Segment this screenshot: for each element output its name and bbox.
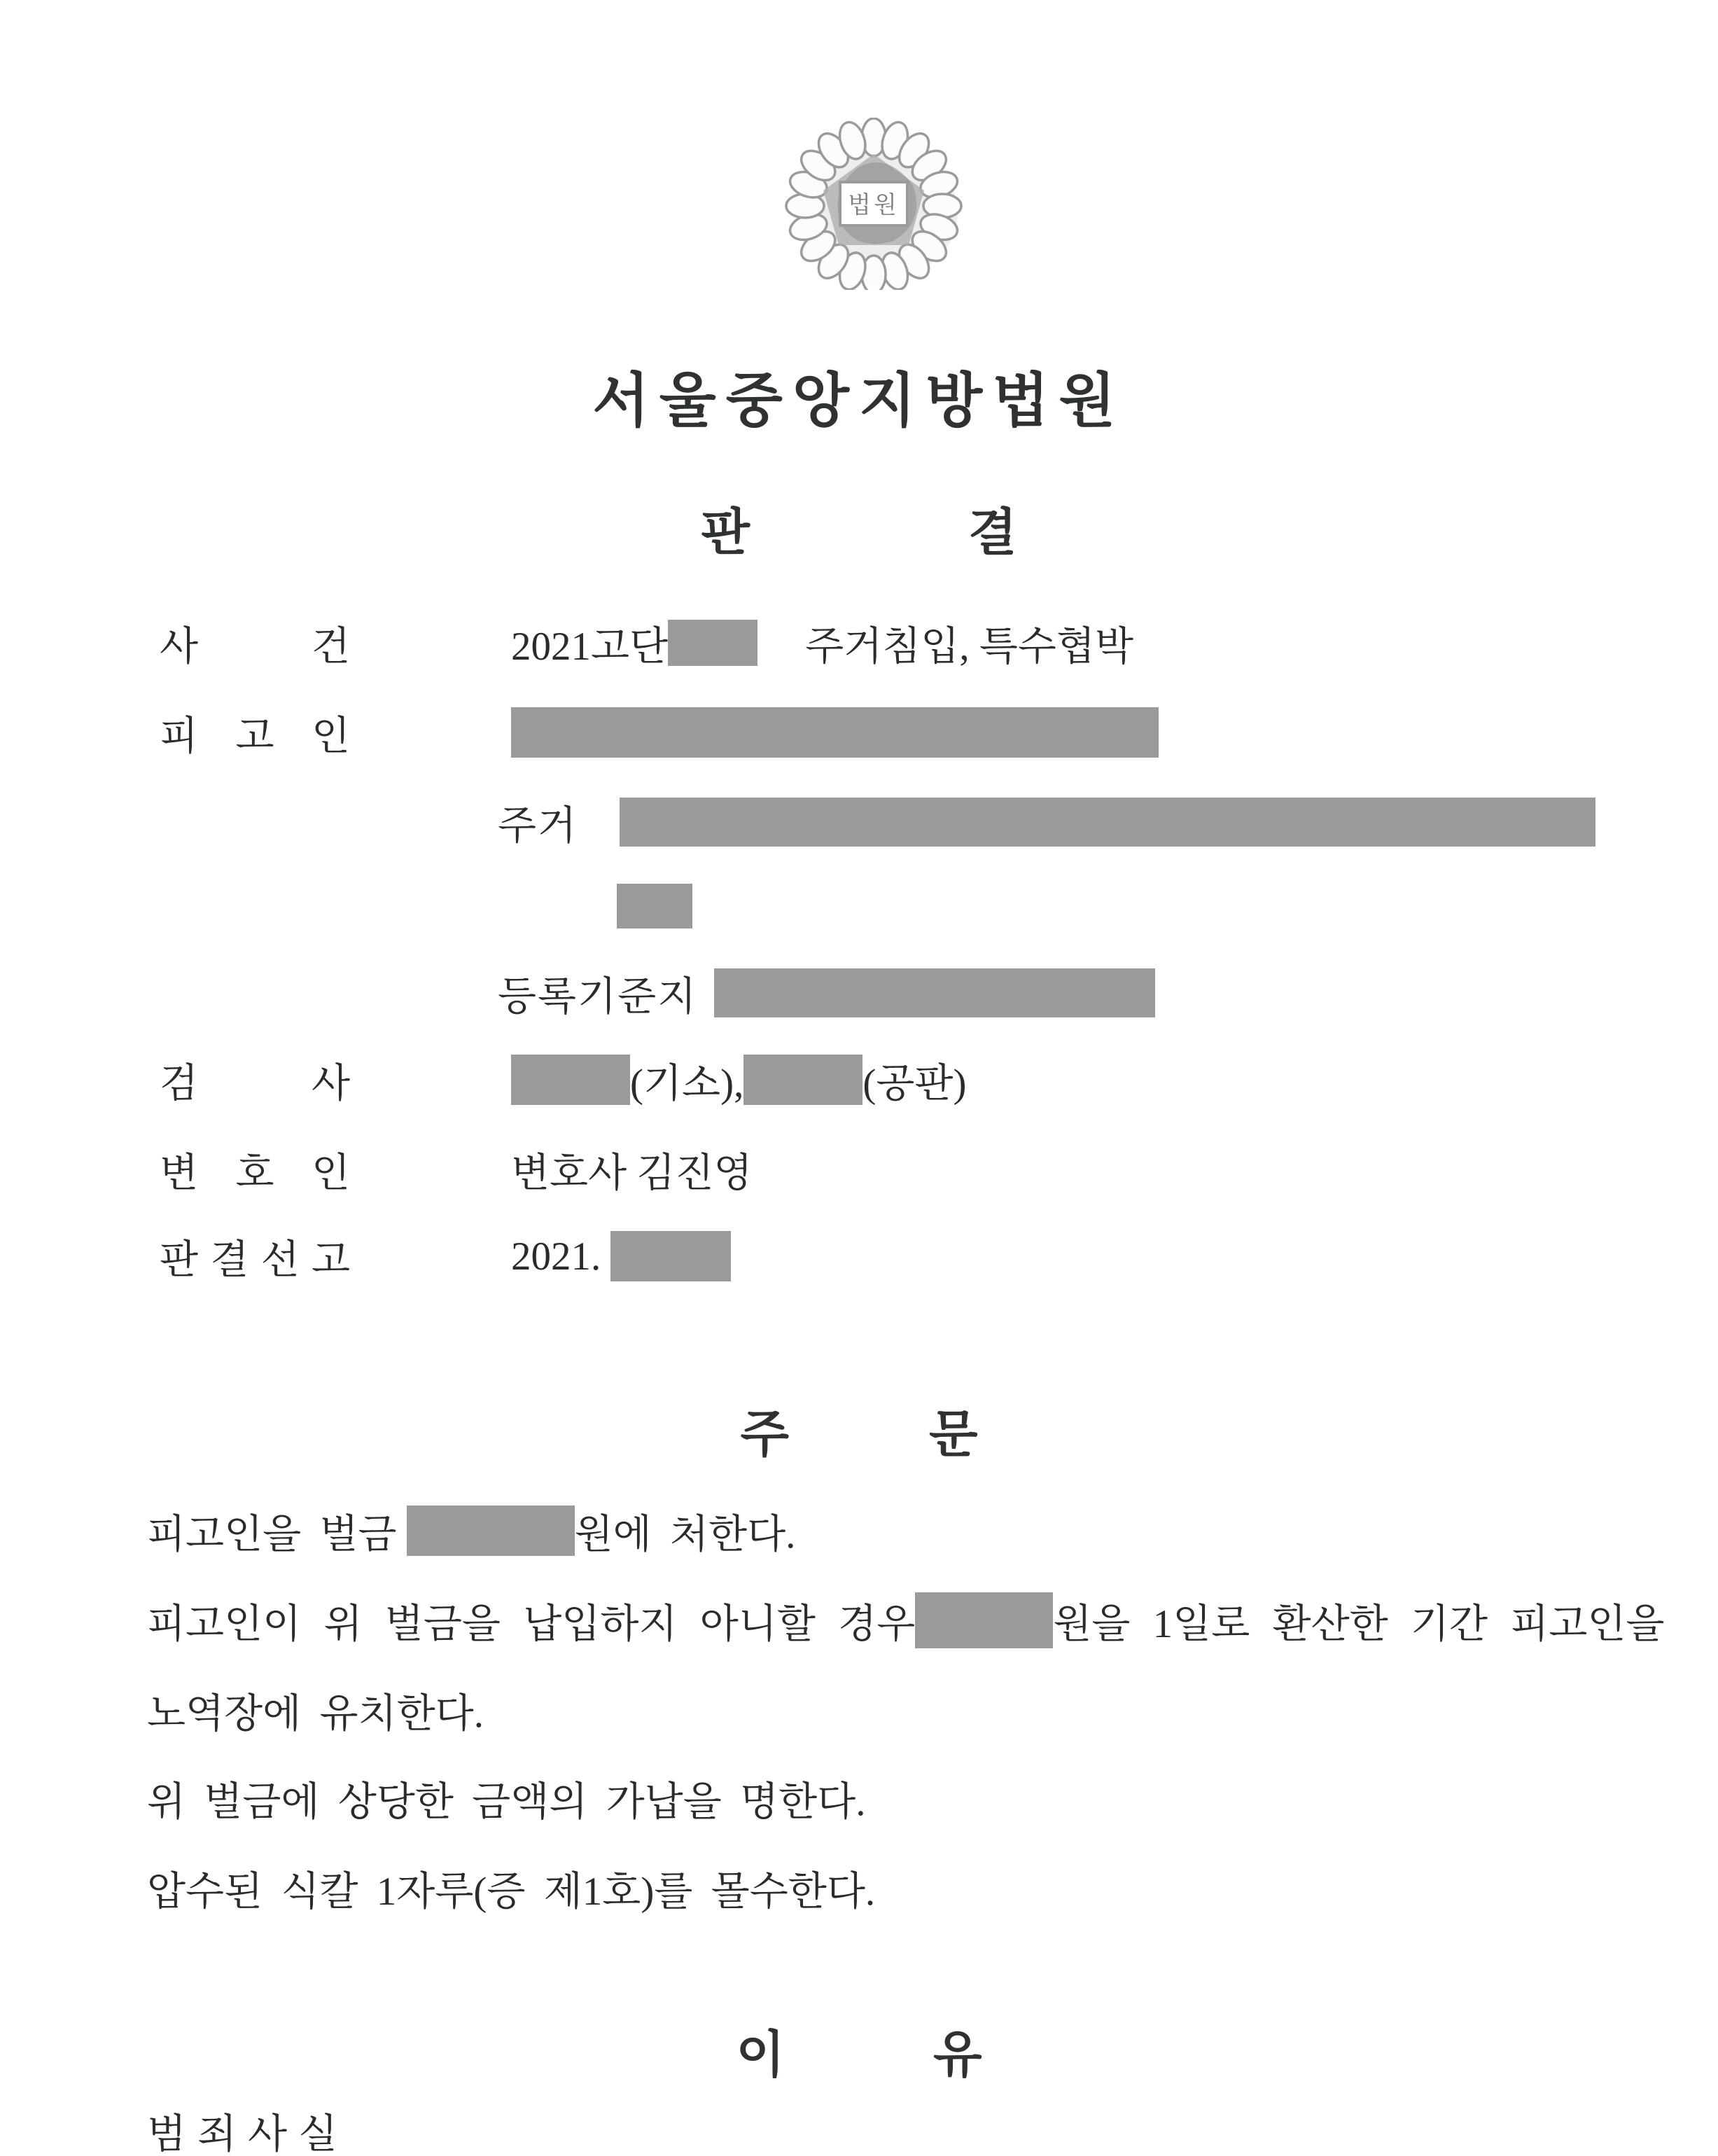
sentencing-value bbox=[511, 1231, 731, 1281]
court-name-title: 서울중앙지방법원 bbox=[592, 369, 1126, 434]
disposition-line-provisional-payment: 위 벌금에 상당한 금액의 가납을 명한다. bbox=[147, 1780, 866, 1824]
seal-center-text: 법원 bbox=[848, 193, 900, 218]
redacted-prosecutor-indictment bbox=[511, 1055, 630, 1105]
address-label: 주거 bbox=[498, 804, 578, 848]
redacted-prosecutor-trial bbox=[743, 1055, 863, 1105]
registered-address-label: 등록기준지 bbox=[498, 975, 698, 1019]
criminal-facts-subheading: 범죄사실 bbox=[147, 2111, 349, 2156]
row-defendant bbox=[0, 700, 1718, 765]
case-charges: 주거침입, 특수협박 bbox=[805, 625, 1134, 669]
defense-counsel-label: 변 호 인 bbox=[160, 1151, 350, 1195]
prosecutor-label: 검 사 bbox=[160, 1062, 350, 1106]
row-registered-address bbox=[0, 961, 1718, 1025]
sentencing-label: 판 결 선 고 bbox=[160, 1238, 350, 1282]
redacted-defendant-name bbox=[511, 707, 1159, 758]
doc-title-char: 결 bbox=[968, 505, 1017, 561]
reasoning-heading: 이 유 bbox=[736, 2027, 982, 2083]
redacted-sentencing-date bbox=[610, 1231, 731, 1281]
disposition-line-labor: 피고인이 위 벌금을 납입하지 아니할 경우 원을 1일로 환산한 기간 피고인을 bbox=[0, 1588, 1718, 1653]
row-prosecutor bbox=[0, 1048, 1718, 1112]
disposition-line-confiscation: 압수된 식칼 1자루(증 제1호)를 몰수한다. bbox=[147, 1870, 876, 1914]
row-case bbox=[0, 611, 1718, 675]
doc-title-judgment bbox=[0, 492, 1718, 564]
defendant-value bbox=[511, 707, 1159, 758]
case-value bbox=[511, 614, 1133, 672]
doc-title-char: 판 bbox=[701, 505, 750, 561]
court-seal-icon bbox=[776, 118, 972, 290]
redacted-case-number bbox=[668, 620, 757, 666]
prosecutor-trial-note: (공판) bbox=[863, 1062, 967, 1106]
redacted-daily-conversion-amount bbox=[915, 1592, 1053, 1648]
sentencing-year: 2021. bbox=[511, 1234, 601, 1279]
redacted-registered-address bbox=[714, 968, 1155, 1017]
address-line bbox=[498, 793, 1595, 851]
defense-counsel-name: 변호사 김진영 bbox=[511, 1151, 753, 1195]
defendant-label: 피 고 인 bbox=[160, 714, 350, 758]
prosecutor-value bbox=[511, 1051, 966, 1108]
case-label: 사 건 bbox=[160, 625, 350, 669]
disposition-line-labor-cont: 노역장에 유치한다. bbox=[147, 1692, 484, 1736]
row-address-extra bbox=[0, 874, 1718, 938]
case-number-prefix: 2021고단 bbox=[511, 625, 669, 669]
redacted-fine-amount bbox=[407, 1505, 575, 1556]
disposition-heading: 주 문 bbox=[740, 1407, 978, 1463]
row-sentencing-date bbox=[0, 1224, 1718, 1288]
row-address bbox=[0, 790, 1718, 854]
disposition-line-fine: 피고인을 벌금 원에 처한다. bbox=[0, 1498, 1718, 1563]
redacted-address-detail bbox=[617, 884, 692, 929]
prosecutor-indictment-note: (기소), bbox=[630, 1062, 744, 1106]
row-defense-counsel bbox=[0, 1137, 1718, 1202]
redacted-address bbox=[620, 798, 1595, 847]
